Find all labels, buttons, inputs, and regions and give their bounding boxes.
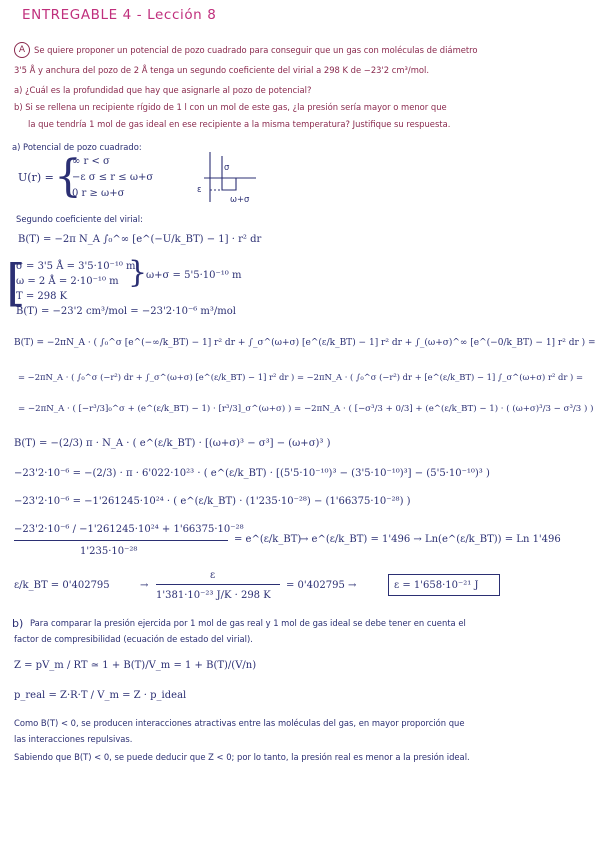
- real-pressure-equation: p_real = Z·R·T / V_m = Z · p_ideal: [14, 690, 187, 701]
- case-3: 0 r ≥ ω+σ: [72, 188, 125, 199]
- potential-lhs: U(r) =: [18, 171, 54, 184]
- solution-b-line-1: Para comparar la presión ejercida por 1 mol de gas real y 1 mol de gas ideal se debe tener en cuenta el: [30, 618, 466, 628]
- page-title: ENTREGABLE 4 - Lección 8: [22, 7, 217, 23]
- case-1: ∞ r < σ: [72, 156, 110, 167]
- problem-part-b-line-2: la que tendría 1 mol de gas ideal en ese recipiente a la misma temperatura? Justifique su respuesta.: [28, 119, 451, 129]
- derivation-step-6: −23'2·10⁻⁶ = −1'261245·10²⁴ · ( e^(ε/k_BT) · (1'235·10⁻²⁸) − (1'66375·10⁻²⁸) ): [14, 496, 411, 507]
- data-bracket: [: [6, 254, 26, 312]
- data-omega: ω = 2 Å = 2·10⁻¹⁰ m: [16, 276, 119, 287]
- problem-line-1: Se quiere proponer un potencial de pozo cuadrado para conseguir que un gas con moléculas de diámetro: [34, 45, 478, 55]
- fraction-denominator: 1'235·10⁻²⁸: [80, 546, 138, 557]
- problem-label: A: [14, 42, 30, 58]
- virial-heading: Segundo coeficiente del virial:: [16, 214, 143, 224]
- derivation-step-1: B(T) = −2πN_A · ( ∫₀^σ [e^(−∞/k_BT) − 1] r² dr + ∫_σ^(ω+σ) [e^(ε/k_BT) − 1] r² dr + ∫_(ω+σ)^∞ [e^(−0/k_BT) − 1] r² dr ) =: [14, 338, 596, 348]
- solution-a-heading: a) Potencial de pozo cuadrado:: [12, 142, 142, 152]
- data-sigma: σ = 3'5 Å = 3'5·10⁻¹⁰ m: [16, 261, 136, 272]
- epsilon-numerator: ε: [210, 570, 216, 581]
- cases-brace: {: [54, 151, 82, 202]
- epsilon-denominator: 1'381·10⁻²³ J/K · 298 K: [156, 590, 271, 601]
- epsilon-fraction-bar: [156, 584, 280, 585]
- solution-b-line-2: factor de compresibilidad (ecuación de estado del virial).: [14, 634, 253, 644]
- equals-exponential: = e^(ε/k_BT): [234, 534, 302, 545]
- log-step: → e^(ε/k_BT) = 1'496 → Ln(e^(ε/k_BT)) = Ln 1'496: [300, 534, 561, 545]
- conclusion-line-2: las interacciones repulsivas.: [14, 734, 133, 744]
- epsilon-over-kt: ε/k_BT = 0'402795: [14, 580, 110, 591]
- graph-wsigma-label: ω+σ: [230, 194, 250, 204]
- conclusion-line-1: Como B(T) < 0, se producen interacciones atractivas entre las moléculas del gas, en mayor proporción que: [14, 718, 465, 728]
- derivation-step-3: = −2πN_A · ( [−r³/3]₀^σ + (e^(ε/k_BT) − 1) · [r³/3]_σ^(ω+σ) ) = −2πN_A · ( [−σ³/3 + 0/3] + (e^(ε/k_BT) − 1) · ( (ω+σ)³/3 − σ³/3 ) ): [18, 404, 594, 414]
- graph-epsilon-label: ε: [197, 184, 202, 194]
- compressibility-equation: Z = pV_m / RT ≃ 1 + B(T)/V_m = 1 + B(T)/(V/n): [14, 660, 257, 671]
- conclusion-line-3: Sabiendo que B(T) < 0, se puede deducir que Z < 0; por lo tanto, la presión real es menor a la presión ideal.: [14, 752, 470, 762]
- problem-part-a: a) ¿Cuál es la profundidad que hay que asignarle al pozo de potencial?: [14, 85, 312, 95]
- fraction-numerator: −23'2·10⁻⁶ / −1'261245·10²⁴ + 1'66375·10⁻²⁸: [14, 524, 244, 535]
- data-brace: }: [128, 255, 148, 290]
- graph-sigma-label: σ: [224, 162, 230, 172]
- fraction-bar: [14, 540, 228, 541]
- problem-line-2: 3'5 Å y anchura del pozo de 2 Å tenga un segundo coeficiente del virial a 298 K de −23'2 cm³/mol.: [14, 65, 429, 75]
- case-2: −ε σ ≤ r ≤ ω+σ: [72, 172, 154, 183]
- derivation-step-5: −23'2·10⁻⁶ = −(2/3) · π · 6'022·10²³ · ( e^(ε/k_BT) · [(5'5·10⁻¹⁰)³ − (3'5·10⁻¹⁰)³] − (5'5·10⁻¹⁰)³ ): [14, 468, 490, 479]
- epsilon-fraction-result: = 0'402795 →: [286, 580, 357, 591]
- solution-b-label: b): [12, 617, 24, 630]
- derivation-step-4: B(T) = −(2/3) π · N_A · ( e^(ε/k_BT) · [(ω+σ)³ − σ³] − (ω+σ)³ ): [14, 438, 331, 449]
- data-virial-value: B(T) = −23'2 cm³/mol = −23'2·10⁻⁶ m³/mol: [16, 306, 236, 317]
- arrow: →: [140, 580, 149, 591]
- data-temperature: T = 298 K: [16, 291, 68, 302]
- answer-epsilon: ε = 1'658·10⁻²¹ J: [394, 580, 479, 591]
- derivation-step-2: = −2πN_A · ( ∫₀^σ (−r²) dr + ∫_σ^(ω+σ) [e^(ε/k_BT) − 1] r² dr ) = −2πN_A · ( ∫₀^σ (−r²) dr + [e^(ε/k_BT) − 1] ∫_σ^(ω+σ) r² dr ) =: [18, 372, 583, 382]
- data-omega-plus-sigma: ω+σ = 5'5·10⁻¹⁰ m: [146, 270, 242, 281]
- problem-part-b-line-1: b) Si se rellena un recipiente rígido de 1 l con un mol de este gas, ¿la presión sería mayor o menor que: [14, 102, 447, 112]
- virial-equation: B(T) = −2π N_A ∫₀^∞ [e^(−U/k_BT) − 1] · r² dr: [18, 234, 262, 245]
